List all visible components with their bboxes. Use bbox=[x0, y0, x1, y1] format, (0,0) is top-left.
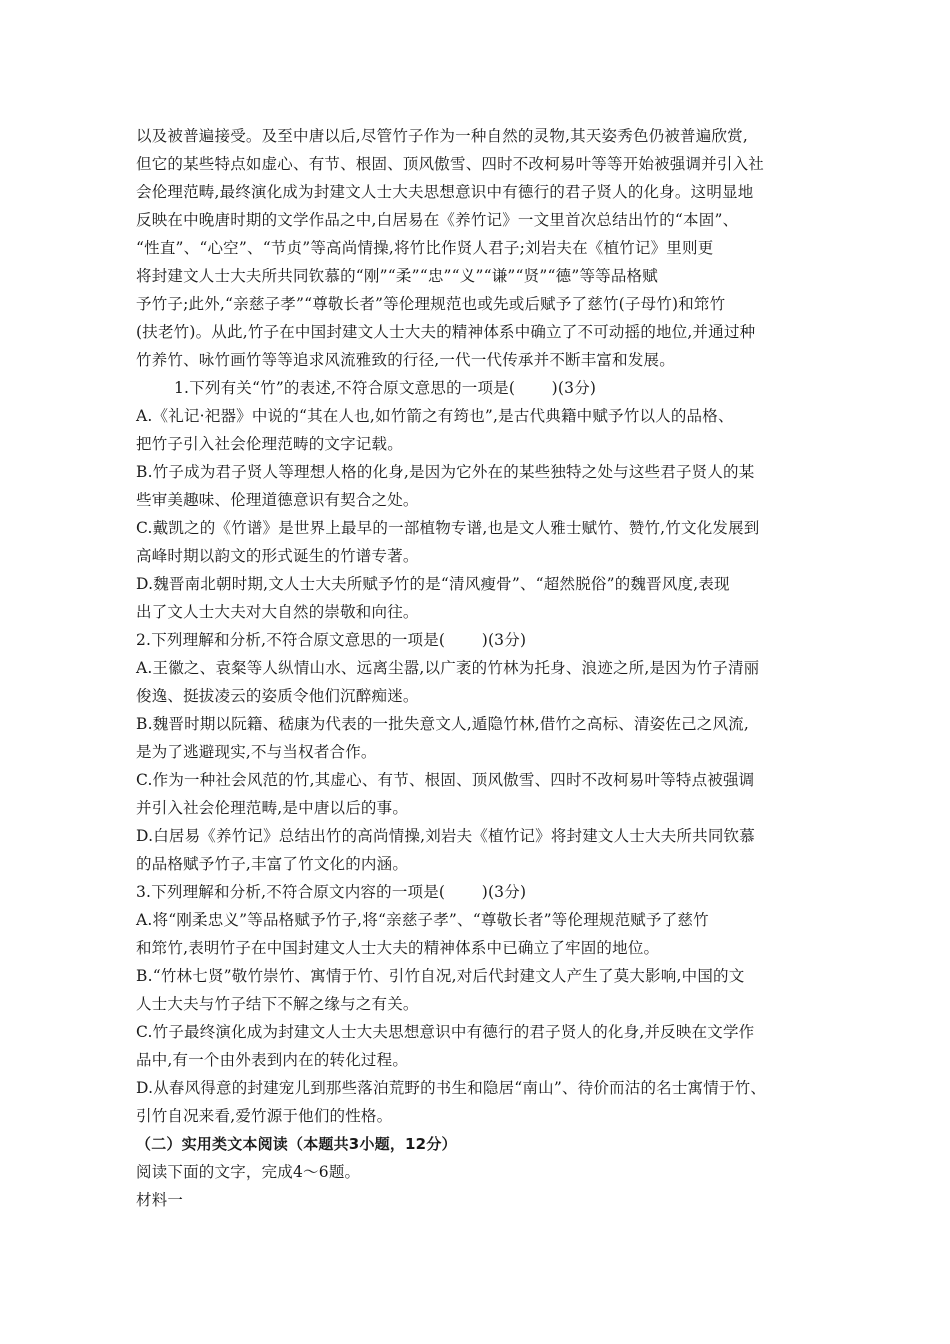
question-1-option-d: D.魏晋南北朝时期,文人士大夫所赋予竹的是“清风瘦骨”、“超然脱俗”的魏晋风度,表现 bbox=[136, 575, 730, 593]
passage-line: “性直”、“心空”、“节贞”等高尚情操,将竹比作贤人君子;刘岩夫在《植竹记》里则更 bbox=[136, 239, 714, 257]
question-3-option-c: 品中,有一个由外表到内在的转化过程。 bbox=[136, 1051, 409, 1069]
question-1-option-c: C.戴凯之的《竹谱》是世界上最早的一部植物专谱,也是文人雅士赋竹、赞竹,竹文化发展到 bbox=[136, 519, 760, 537]
material-label: 材料一 bbox=[136, 1191, 184, 1209]
question-1-stem: 1.下列有关“竹”的表述,不符合原文意思的一项是( )(3分) bbox=[174, 379, 597, 397]
passage-line: 反映在中晚唐时期的文学作品之中,白居易在《养竹记》一文里首次总结出竹的“本固”、 bbox=[136, 211, 739, 229]
question-3-option-d: 引竹自况来看,爱竹源于他们的性格。 bbox=[136, 1107, 393, 1125]
question-3-option-b: 人士大夫与竹子结下不解之缘与之有关。 bbox=[136, 995, 419, 1013]
question-1-option-b: 些审美趣味、伦理道德意识有契合之处。 bbox=[136, 491, 419, 509]
question-1-option-c: 高峰时期以韵文的形式诞生的竹谱专著。 bbox=[136, 547, 419, 565]
section-instruction: 阅读下面的文字，完成4～6题。 bbox=[136, 1163, 361, 1181]
question-1-option-d: 出了文人士大夫对大自然的崇敬和向往。 bbox=[136, 603, 419, 621]
question-1-option-b: B.竹子成为君子贤人等理想人格的化身,是因为它外在的某些独特之处与这些君子贤人的某 bbox=[136, 463, 755, 481]
passage-line: 予竹子;此外,“亲慈子孝”“尊敬长者”等伦理规范也或先或后赋予了慈竹(子母竹)和筇竹 bbox=[136, 295, 726, 313]
question-3-option-c: C.竹子最终演化成为封建文人士大夫思想意识中有德行的君子贤人的化身,并反映在文学作 bbox=[136, 1023, 755, 1041]
question-1-option-a: A.《礼记·祀器》中说的“其在人也,如竹箭之有筠也”,是古代典籍中赋予竹以人的品格、 bbox=[136, 407, 734, 425]
question-2-option-c: C.作为一种社会风范的竹,其虚心、有节、根固、顶风傲雪、四时不改柯易叶等特点被强调 bbox=[136, 771, 755, 789]
passage-line: 但它的某些特点如虚心、有节、根固、顶风傲雪、四时不改柯易叶等等开始被强调并引入社 bbox=[136, 155, 765, 173]
question-3-option-a: A.将“刚柔忠义”等品格赋予竹子,将“亲慈子孝”、“尊敬长者”等伦理规范赋予了慈竹 bbox=[136, 911, 709, 929]
question-2-option-a: 俊逸、挺拔凌云的姿质令他们沉醉痴迷。 bbox=[136, 687, 419, 705]
question-3-option-a: 和筇竹,表明竹子在中国封建文人士大夫的精神体系中已确立了牢固的地位。 bbox=[136, 939, 660, 957]
question-3-stem: 3.下列理解和分析,不符合原文内容的一项是( )(3分) bbox=[136, 883, 527, 901]
question-2-option-c: 并引入社会伦理范畴,是中唐以后的事。 bbox=[136, 799, 409, 817]
passage-line: 竹养竹、咏竹画竹等等追求风流雅致的行径,一代一代传承并不断丰富和发展。 bbox=[136, 351, 675, 369]
question-1-option-a: 把竹子引入社会伦理范畴的文字记载。 bbox=[136, 435, 403, 453]
passage-line: (扶老竹)。从此,竹子在中国封建文人士大夫的精神体系中确立了不可动摇的地位,并通过种 bbox=[136, 323, 756, 341]
question-2-stem: 2.下列理解和分析,不符合原文意思的一项是( )(3分) bbox=[136, 631, 527, 649]
question-2-option-a: A.王徽之、袁粲等人纵情山水、远离尘嚣,以广袤的竹林为托身、浪迹之所,是因为竹子清丽 bbox=[136, 659, 760, 677]
question-2-option-d: 的品格赋予竹子,丰富了竹文化的内涵。 bbox=[136, 855, 409, 873]
question-2-option-b: 是为了逃避现实,不与当权者合作。 bbox=[136, 743, 377, 761]
passage-line: 以及被普遍接受。及至中唐以后,尽管竹子作为一种自然的灵物,其天姿秀色仍被普遍欣赏, bbox=[136, 127, 748, 145]
question-3-option-d: D.从春风得意的封建宠儿到那些落泊荒野的书生和隐居“南山”、待价而沽的名士寓情于竹、 bbox=[136, 1079, 767, 1097]
question-2-option-d: D.白居易《养竹记》总结出竹的高尚情操,刘岩夫《植竹记》将封建文人士大夫所共同钦慕 bbox=[136, 827, 755, 845]
passage-line: 会伦理范畴,最终演化成为封建文人士大夫思想意识中有德行的君子贤人的化身。这明显地 bbox=[136, 183, 754, 201]
passage-line: 将封建文人士大夫所共同钦慕的“刚”“柔”“忠”“义”“谦”“贤”“德”等等品格赋 bbox=[136, 267, 658, 285]
question-2-option-b: B.魏晋时期以阮籍、嵇康为代表的一批失意文人,遁隐竹林,借竹之高标、清姿佐己之风流, bbox=[136, 715, 750, 733]
question-3-option-b: B.“竹林七贤”敬竹崇竹、寓情于竹、引竹自况,对后代封建文人产生了莫大影响,中国的文 bbox=[136, 967, 745, 985]
section-heading: （二）实用类文本阅读（本题共3小题，12分） bbox=[136, 1135, 457, 1153]
